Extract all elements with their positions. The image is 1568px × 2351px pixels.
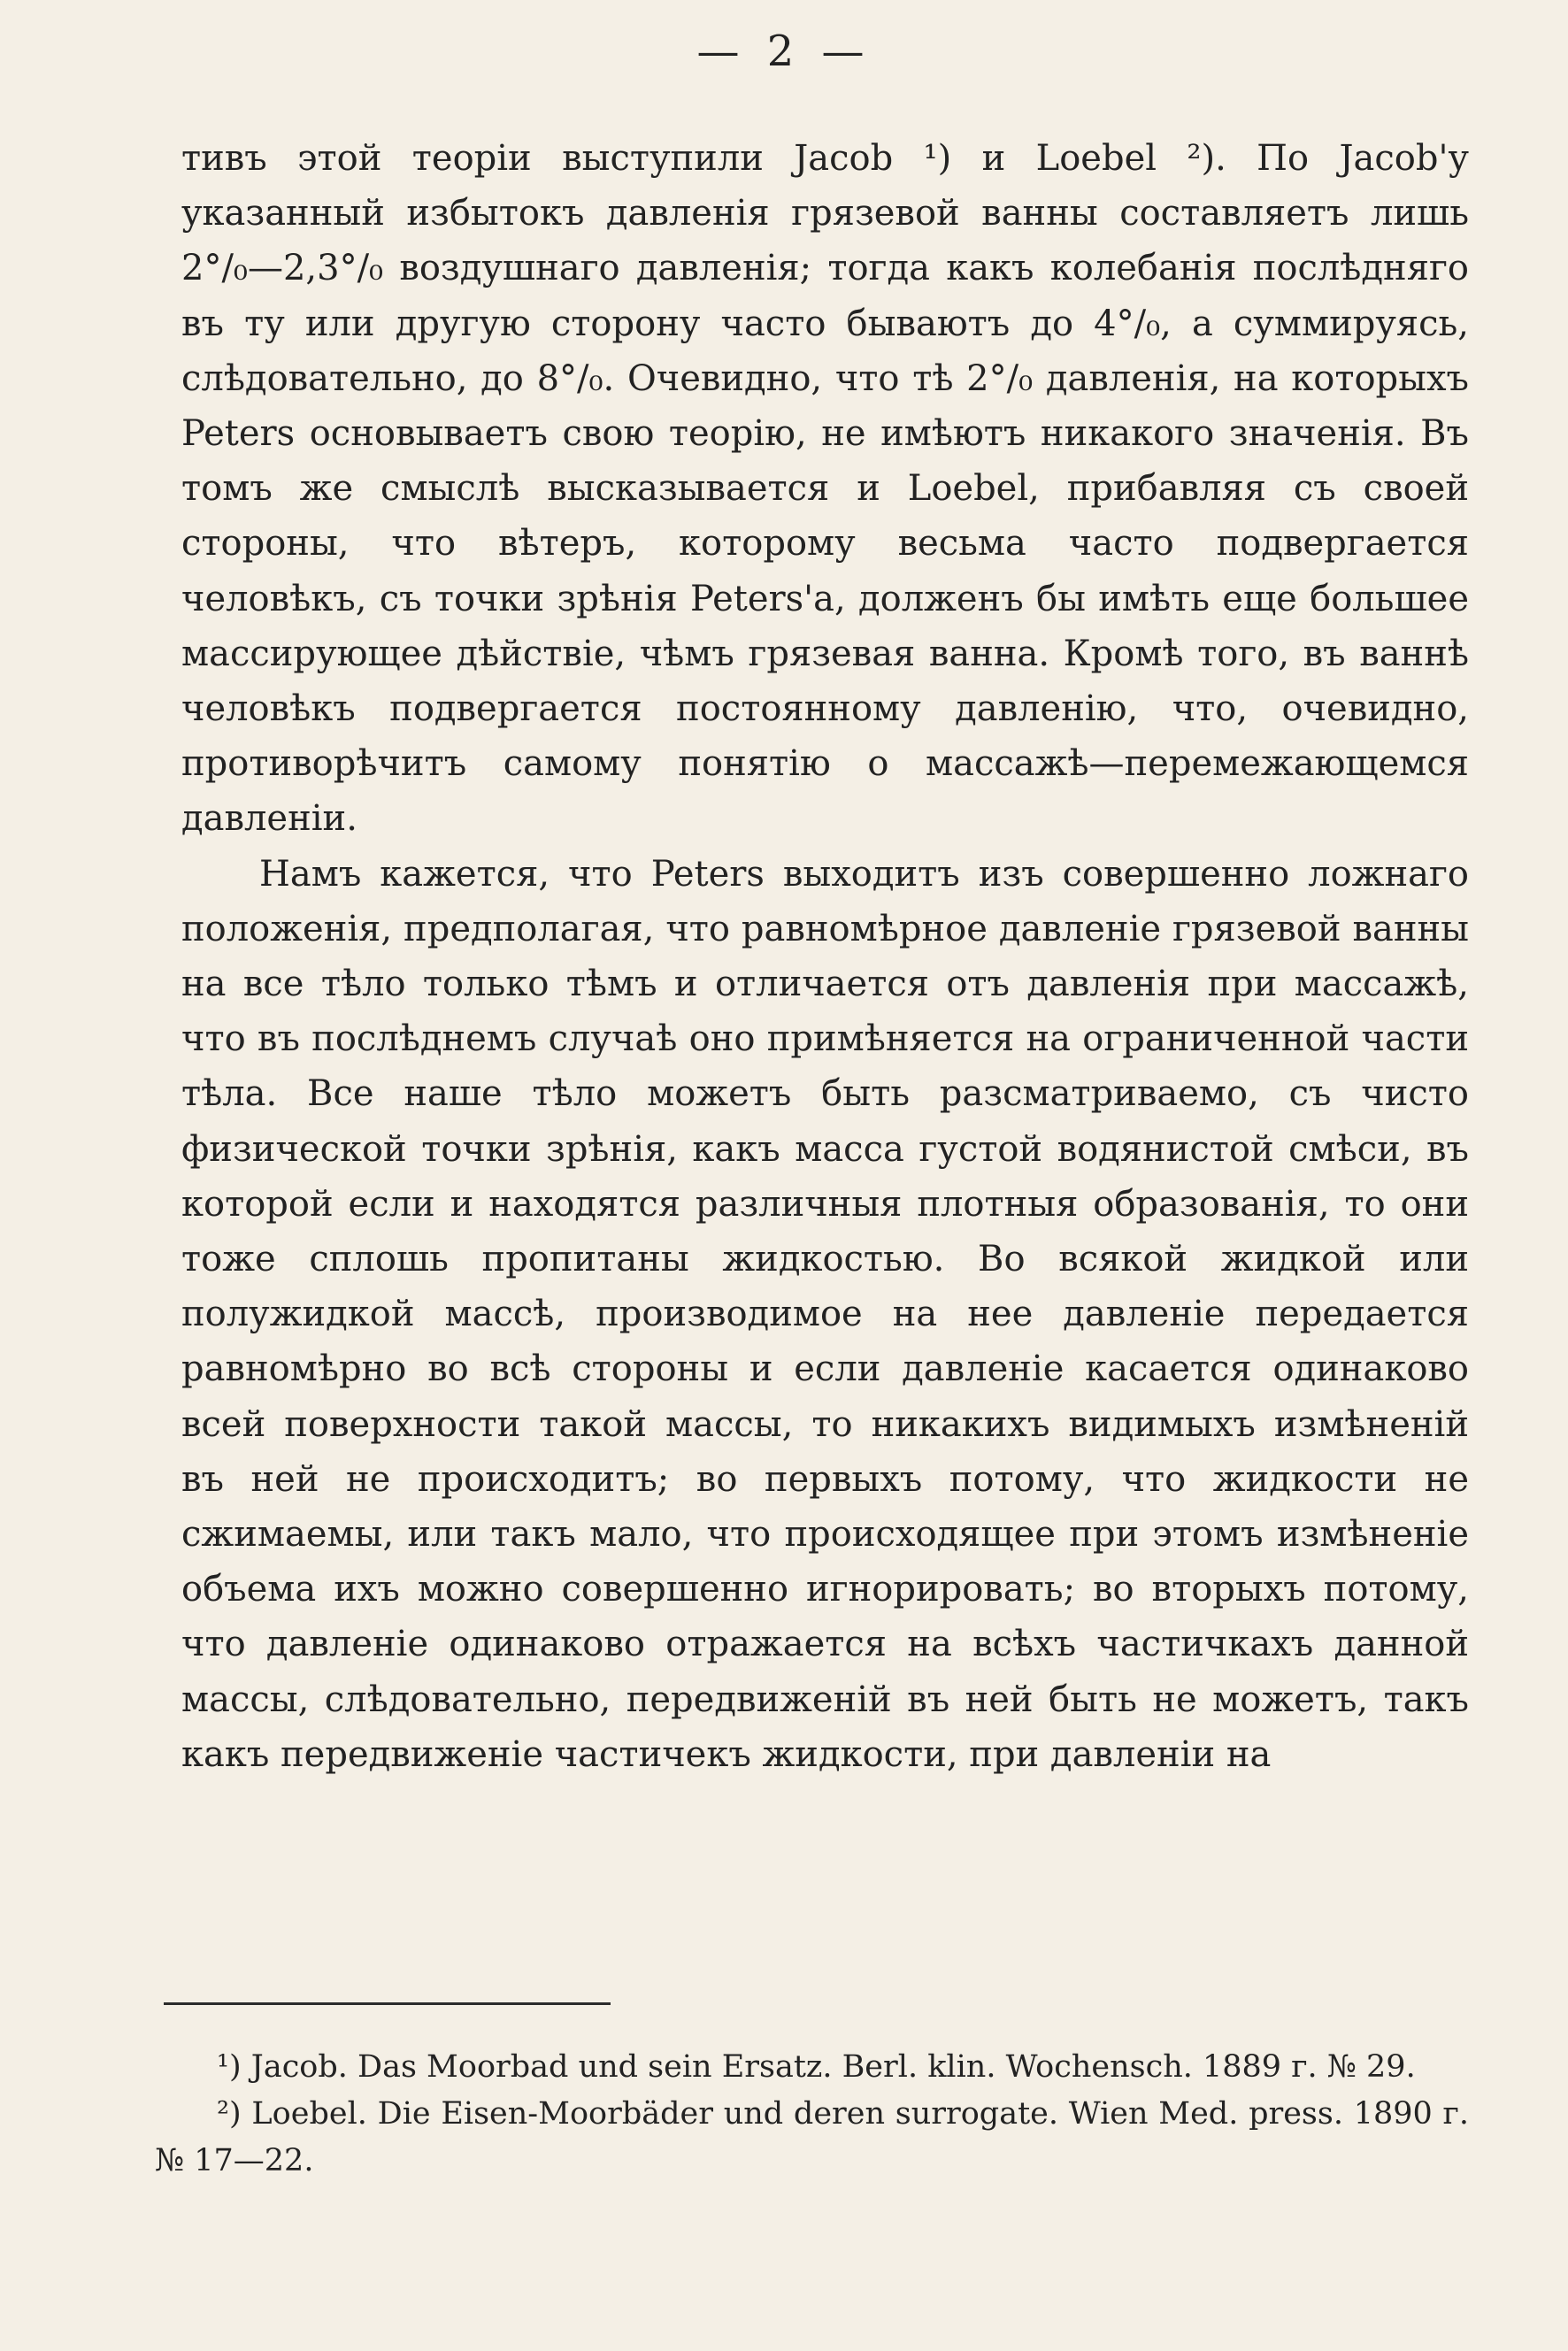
footnote-1: ¹) Jacob. Das Moorbad und sein Ersatz. Berl. klin. Wochensch. 1889 г. № 29. bbox=[217, 2049, 1416, 2085]
footnote-separator bbox=[164, 2002, 611, 2005]
paragraph-2: Намъ кажется, что Peters выходитъ изъ совершенно ложнаго положенiя, предполагая, что равномѣрное давленiе грязевой ванны на все тѣло только тѣмъ и отличается отъ давленiя при массажѣ, что въ послѣднемъ случаѣ оно примѣняется на ограниченной части тѣла. Все наше тѣло можетъ быть разсматриваемо, съ чисто физической точки зрѣнiя, какъ масса густой водянистой смѣси, въ которой если и находятся различныя плотныя образованiя, то они тоже сплошь пропитаны жидкостью. Во всякой жидкой или полужидкой массѣ, производимое на нее давленiе передается равномѣрно во всѣ стороны и если давленiе касается одинаково всей поверхности такой массы, то никакихъ видимыхъ измѣненiй въ ней не происходитъ; во первыхъ потому, что жидкости не сжимаемы, или такъ мало, что происходящее при этомъ измѣненiе объема ихъ можно совершенно игнорировать; во вторыхъ потому, что давленiе одинаково отражается на всѣхъ частичкахъ данной массы, слѣдовательно, передвиженiй въ ней быть не можетъ, такъ какъ передвиженiе частичекъ жидкости, при давленiи на bbox=[181, 853, 1469, 1775]
footnotes bbox=[155, 2044, 1469, 2185]
body-text bbox=[181, 131, 1469, 1782]
footnote-2: ²) Loebel. Die Eisen-Moorbäder und deren surrogate. Wien Med. press. 1890 г. № 17—22. bbox=[155, 2096, 1469, 2178]
page-number: — 2 — bbox=[696, 27, 872, 76]
paragraph-1: тивъ этой теорiи выступили Jacob ¹) и Loebel ²). По Jacob'у указанный избытокъ давленiя грязевой ванны составляетъ лишь 2°/₀—2,3°/₀ воздушнаго давленiя; тогда какъ колебанiя послѣдняго въ ту или другую сторону часто бываютъ до 4°/₀, а суммируясь, слѣдовательно, до 8°/₀. Очевидно, что тѣ 2°/₀ давленiя, на которыхъ Peters основываетъ свою теорiю, не имѣютъ никакого значенiя. Въ томъ же смыслѣ высказывается и Loebel, прибавляя съ своей стороны, что вѣтеръ, которому весьма часто подвергается человѣкъ, съ точки зрѣнiя Peters'а, долженъ бы имѣть еще большее массирующее дѣйствiе, чѣмъ грязевая ванна. Кромѣ того, въ ваннѣ человѣкъ подвергается постоянному давленiю, что, очевидно, противорѣчитъ самому понятiю о массажѣ—перемежающемся давленiи. bbox=[181, 138, 1469, 840]
